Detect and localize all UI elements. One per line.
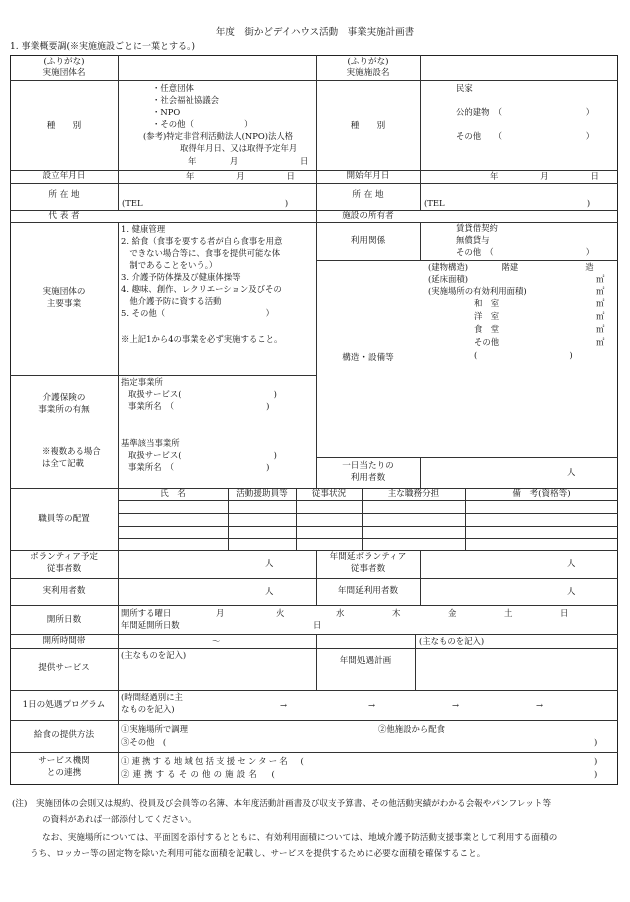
unit: ㎡ xyxy=(596,286,605,296)
unit: ㎡ xyxy=(596,337,605,347)
meals-close: ) xyxy=(594,737,598,747)
kaigo-b-title: 基準該当事業所 xyxy=(121,438,180,448)
tel-left: (TEL ) xyxy=(122,198,289,208)
users-label: 実利用者数 xyxy=(42,586,86,596)
room-label: 洋 室 xyxy=(474,311,500,321)
kind-label-left: 種 別 xyxy=(46,121,82,131)
kaigo-label: 事業所の有無 xyxy=(38,405,90,415)
npo-date-ym: 年 月 xyxy=(188,156,239,166)
weekday: 土 xyxy=(504,608,513,618)
meals-option: ①実施場所で調理 xyxy=(121,724,188,734)
program-arrow: → xyxy=(452,700,460,710)
hours-label: 開所時間帯 xyxy=(42,636,86,646)
structure-label: 構造・設備等 xyxy=(342,353,394,363)
daily-users-unit: 人 xyxy=(567,467,576,477)
kind-option: ・任意団体 xyxy=(152,83,194,93)
cooperation-label: サービス機関 xyxy=(38,756,90,766)
kind-right-option: 民家 xyxy=(456,83,473,93)
kaigo-b-service: 取扱サービス( ) xyxy=(128,450,277,460)
room-label: 食 堂 xyxy=(474,324,500,334)
cooperation-close: ) xyxy=(594,769,598,779)
program-arrow: → xyxy=(536,700,544,710)
weekday: 日 xyxy=(560,608,569,618)
business-item: 5. その他（ ） xyxy=(121,308,275,318)
main-business-label: 主要事業 xyxy=(46,299,82,309)
business-item: 4. 趣味、創作、レクリエーション及びその xyxy=(121,284,282,294)
days-label: 開所日数 xyxy=(46,615,82,625)
org-name-label: 実施団体名 xyxy=(42,68,86,78)
usage-option: その他 （ ） xyxy=(456,247,595,257)
annual-plan-label: 年間処遇計画 xyxy=(339,656,392,666)
kind-label-right: 種 別 xyxy=(350,121,386,131)
tel-right: (TEL ) xyxy=(424,198,591,208)
structure-line: (建物構造) 階建 造 xyxy=(428,262,594,272)
usage-option: 無償貸与 xyxy=(456,235,490,245)
annual-users-unit: 人 xyxy=(567,586,576,596)
services-note: (主なものを記入) xyxy=(121,650,187,660)
usage-label: 利用関係 xyxy=(350,236,386,246)
staff-header: 活動援助員等 xyxy=(236,489,288,499)
plan-table xyxy=(10,55,618,785)
kind-right-option: その他 （ ） xyxy=(456,131,595,141)
room-label: 和 室 xyxy=(474,298,500,308)
kaigo-b-name: 事業所名 （ ) xyxy=(128,462,270,472)
cooperation-close: ) xyxy=(594,756,598,766)
annual-days-label: 年間延開所日数 xyxy=(121,620,180,630)
representative-label: 代 表 者 xyxy=(48,211,80,221)
users-unit: 人 xyxy=(265,586,274,596)
npo-date-label: 取得年月日、又は取得予定年月 xyxy=(180,143,298,153)
owner-label: 施設の所有者 xyxy=(342,211,394,221)
started-date: 年 月 日 xyxy=(490,171,599,181)
facility-name-label: 実施施設名 xyxy=(346,68,390,78)
kind-option: ・社会福祉協議会 xyxy=(152,95,219,105)
business-item: 1. 健康管理 xyxy=(121,224,166,234)
weekday: 木 xyxy=(392,608,401,618)
started-label: 開始年月日 xyxy=(346,171,390,181)
business-item: 2. 給食（食事を要する者が自ら食事を用意 xyxy=(121,236,283,246)
program-arrow: → xyxy=(368,700,376,710)
weekday: 月 xyxy=(216,608,225,618)
kaigo-note: は全て記載 xyxy=(42,458,84,468)
volunteers-label: 従事者数 xyxy=(46,564,82,574)
structure-line: (実施場所の有効利用面積) xyxy=(428,286,527,296)
founded-label: 設立年月日 xyxy=(42,171,86,181)
annual-plan-note: (主なものを記入) xyxy=(419,636,485,646)
room-paren: ( ) xyxy=(474,350,573,360)
daily-users-label: 利用者数 xyxy=(350,473,386,483)
annual-volunteers-unit: 人 xyxy=(567,558,576,568)
staff-header: 備 考(資格等) xyxy=(512,489,571,499)
business-item: 他介護予防に資する活動 xyxy=(121,296,222,306)
org-furigana-label: (ふりがな) xyxy=(43,57,85,67)
unit: ㎡ xyxy=(596,274,605,284)
annual-volunteers-label: 年間延ボランティア xyxy=(329,552,407,562)
footnote-line: なお、実施場所については、平面図を添付するとともに、有効利用面積については、地域介護予防活動支援事業として利用する面積の xyxy=(42,833,558,843)
volunteers-unit: 人 xyxy=(265,558,274,568)
address-label-left: 所 在 地 xyxy=(48,190,80,200)
npo-date-d: 日 xyxy=(300,156,309,166)
program-note: なものを記入) xyxy=(121,704,175,714)
facility-furigana-label: (ふりがな) xyxy=(347,57,389,67)
business-item: 3. 介護予防体操及び健康体操等 xyxy=(121,272,241,282)
business-item: 制であることをいう。） xyxy=(121,260,218,270)
weekday: 火 xyxy=(276,608,285,618)
daily-users-label: 一日当たりの xyxy=(342,461,394,471)
business-note: ※上記1から4の事業を必ず実施すること。 xyxy=(121,334,283,344)
staff-header: 主な職務分担 xyxy=(387,489,440,499)
meals-option: ②他施設から配食 xyxy=(378,724,445,734)
section-heading: 1. 事業概要調(※実施施設ごとに一葉とする。) xyxy=(10,42,195,52)
kaigo-a-service: 取扱サービス( ) xyxy=(128,389,277,399)
staff-label: 職員等の配置 xyxy=(38,514,90,524)
kaigo-label: 介護保険の xyxy=(42,393,86,403)
cooperation-option: ①連携する地域包括支援センター名 ( xyxy=(121,756,306,766)
page-title: 年度 街かどデイハウス活動 事業実施計画書 xyxy=(215,27,415,38)
npo-note: (参考)特定非営利活動法人(NPO)法人格 xyxy=(143,131,294,141)
business-item: できない場合等に、食事を提供可能な体 xyxy=(121,248,281,258)
annual-users-label: 年間延利用者数 xyxy=(337,586,399,596)
meals-label: 給食の提供方法 xyxy=(33,730,95,740)
cooperation-label: との連携 xyxy=(46,768,82,778)
weekday: 金 xyxy=(448,608,457,618)
structure-line: (延床面積) xyxy=(428,274,469,284)
meals-option: ③その他 ( xyxy=(121,737,167,747)
unit: ㎡ xyxy=(596,324,605,334)
program-label: 1日の処遇プログラム xyxy=(22,700,106,710)
annual-days-unit: 日 xyxy=(313,620,322,630)
unit: ㎡ xyxy=(596,298,605,308)
room-label: その他 xyxy=(474,337,500,347)
address-label-right: 所 在 地 xyxy=(352,190,384,200)
footnote-line: うち、ロッカー等の固定物を除いた利用可能な面積を記載し、サービスを提供するために必要な面積を確保すること。 xyxy=(30,849,486,859)
cooperation-option: ②連携するその他の施設名 ( xyxy=(121,769,278,779)
unit: ㎡ xyxy=(596,311,605,321)
kaigo-note: ※複数ある場合 xyxy=(42,446,101,456)
kind-option: ・その他（ ） xyxy=(152,119,253,129)
kind-option: ・NPO xyxy=(152,107,181,117)
program-arrow: → xyxy=(280,700,288,710)
kind-right-option: 公的建物 （ ） xyxy=(456,107,595,117)
weekday-label: 開所する曜日 xyxy=(121,608,172,618)
program-note: (時間経過別に主 xyxy=(121,692,183,702)
annual-volunteers-label: 従事者数 xyxy=(350,564,386,574)
footnote-line: の資料があれば一部添付してください。 xyxy=(42,815,197,825)
services-label: 提供サービス xyxy=(38,663,90,673)
founded-date: 年 月 日 xyxy=(186,171,295,181)
kaigo-a-name: 事業所名 （ ) xyxy=(128,401,270,411)
staff-header: 氏 名 xyxy=(160,489,186,499)
main-business-label: 実施団体の xyxy=(42,287,86,297)
kaigo-a-title: 指定事業所 xyxy=(121,377,163,387)
footnote-line: (注) 実施団体の会則又は規約、役員及び会員等の名簿、本年度活動計画書及び収支予算書、その他活動実績がわかる会報やパンフレット等 xyxy=(12,799,552,809)
hours-sep: 〜 xyxy=(212,636,221,646)
weekday: 水 xyxy=(336,608,345,618)
staff-header: 従事状況 xyxy=(311,489,347,499)
usage-option: 賃貸借契約 xyxy=(456,223,498,233)
volunteers-label: ボランティア予定 xyxy=(29,552,99,562)
